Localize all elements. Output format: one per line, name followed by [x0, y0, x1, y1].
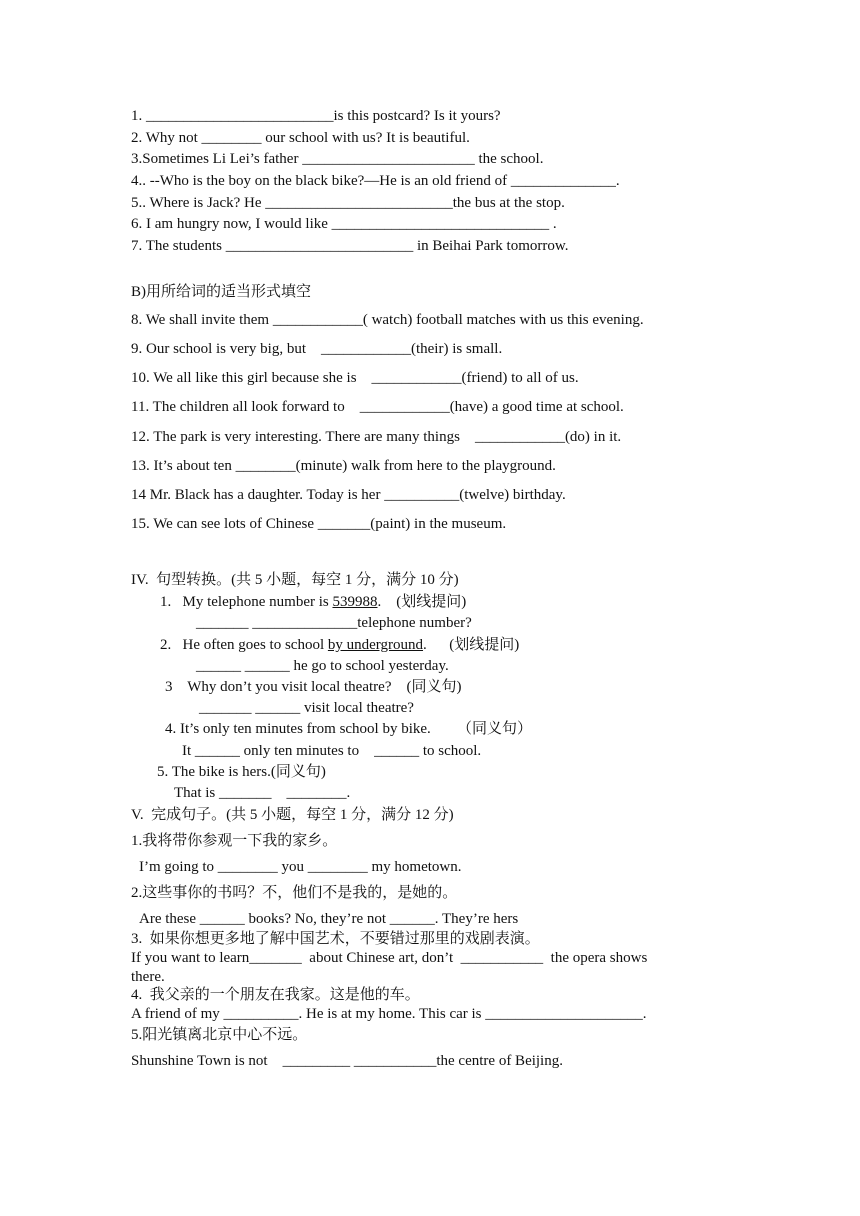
- iv-q3-answer: _______ ______ visit local theatre?: [199, 700, 414, 716]
- item-4: 4.. --Who is the boy on the black bike?—He is an old friend of ______________.: [131, 173, 620, 189]
- v-q3-chinese: 3. 如果你想更多地了解中国艺术，不要错过那里的戏剧表演。: [131, 931, 540, 947]
- item-14: 14 Mr. Black has a daughter. Today is her __________(twelve) birthday.: [131, 487, 566, 503]
- v-q4-english: A friend of my __________. He is at my home. This car is _____________________.: [131, 1006, 647, 1022]
- iv-q2-text: 2. He often goes to school: [160, 637, 328, 653]
- v-q4-chinese: 4. 我父亲的一个朋友在我家。这是他的车。: [131, 987, 420, 1003]
- iv-q2-underlined: by underground: [327, 637, 424, 653]
- v-q5-english: Shunshine Town is not _________ ___________the centre of Beijing.: [131, 1053, 563, 1069]
- v-q3-english: If you want to learn_______ about Chinese art, don’t ___________ the opera shows: [131, 950, 648, 966]
- item-13: 13. It’s about ten ________(minute) walk from here to the playground.: [131, 458, 556, 474]
- item-6: 6. I am hungry now, I would like _____________________________ .: [131, 216, 557, 232]
- iv-q1: [160, 593, 466, 611]
- item-2: 2. Why not ________ our school with us? It is beautiful.: [131, 130, 470, 146]
- v-q1-chinese: 1.我将带你参观一下我的家乡。: [131, 833, 338, 849]
- v-q2-english: Are these ______ books? No, they’re not ______. They’re hers: [139, 911, 519, 927]
- iv-q4: 4. It’s only ten minutes from school by bike. （同义句）: [165, 721, 533, 737]
- v-q2-chinese: 2.这些事你的书吗？不，他们不是我的，是她的。: [131, 885, 458, 901]
- section-v-heading: V. 完成句子。(共 5 小题，每空 1 分，满分 12 分): [131, 807, 454, 823]
- item-3: 3.Sometimes Li Lei’s father _______________________ the school.: [131, 151, 544, 167]
- item-12: 12. The park is very interesting. There are many things ____________(do) in it.: [131, 429, 622, 445]
- section-iv-heading: IV. 句型转换。(共 5 小题，每空 1 分，满分 10 分): [131, 572, 459, 588]
- iv-q1-underlined: 539988: [332, 594, 378, 610]
- iv-q2-answer: ______ ______ he go to school yesterday.: [196, 658, 449, 674]
- iv-q5-answer: That is _______ ________.: [174, 785, 351, 801]
- item-5: 5.. Where is Jack? He _________________________the bus at the stop.: [131, 195, 565, 211]
- iv-q1-text: 1. My telephone number is: [160, 594, 333, 610]
- iv-q5: 5. The bike is hers.(同义句): [157, 764, 326, 780]
- item-15: 15. We can see lots of Chinese _______(paint) in the museum.: [131, 516, 507, 532]
- item-8: 8. We shall invite them ____________( watch) football matches with us this evening.: [131, 312, 644, 328]
- item-11: 11. The children all look forward to ____________(have) a good time at school.: [131, 399, 624, 415]
- v-q1-english: I’m going to ________ you ________ my hometown.: [139, 859, 462, 875]
- section-b-heading: B)用所给词的适当形式填空: [131, 284, 312, 300]
- item-9: 9. Our school is very big, but ____________(their) is small.: [131, 341, 503, 357]
- iv-q2: [160, 636, 519, 654]
- iv-q1-answer: _______ ______________telephone number?: [196, 615, 472, 631]
- v-q5-chinese: 5.阳光镇离北京中心不远。: [131, 1027, 308, 1043]
- iv-q4-answer: It ______ only ten minutes to ______ to school.: [182, 743, 482, 759]
- item-7: 7. The students _________________________ in Beihai Park tomorrow.: [131, 238, 569, 254]
- item-1: 1. _________________________is this postcard? Is it yours?: [131, 108, 501, 124]
- iv-q2-instruction: . (划线提问): [423, 637, 520, 653]
- iv-q3: 3 Why don’t you visit local theatre? (同义句): [165, 679, 462, 695]
- item-10: 10. We all like this girl because she is ____________(friend) to all of us.: [131, 370, 579, 386]
- v-q3-english-cont: there.: [131, 969, 165, 985]
- iv-q1-instruction: . (划线提问): [377, 594, 467, 610]
